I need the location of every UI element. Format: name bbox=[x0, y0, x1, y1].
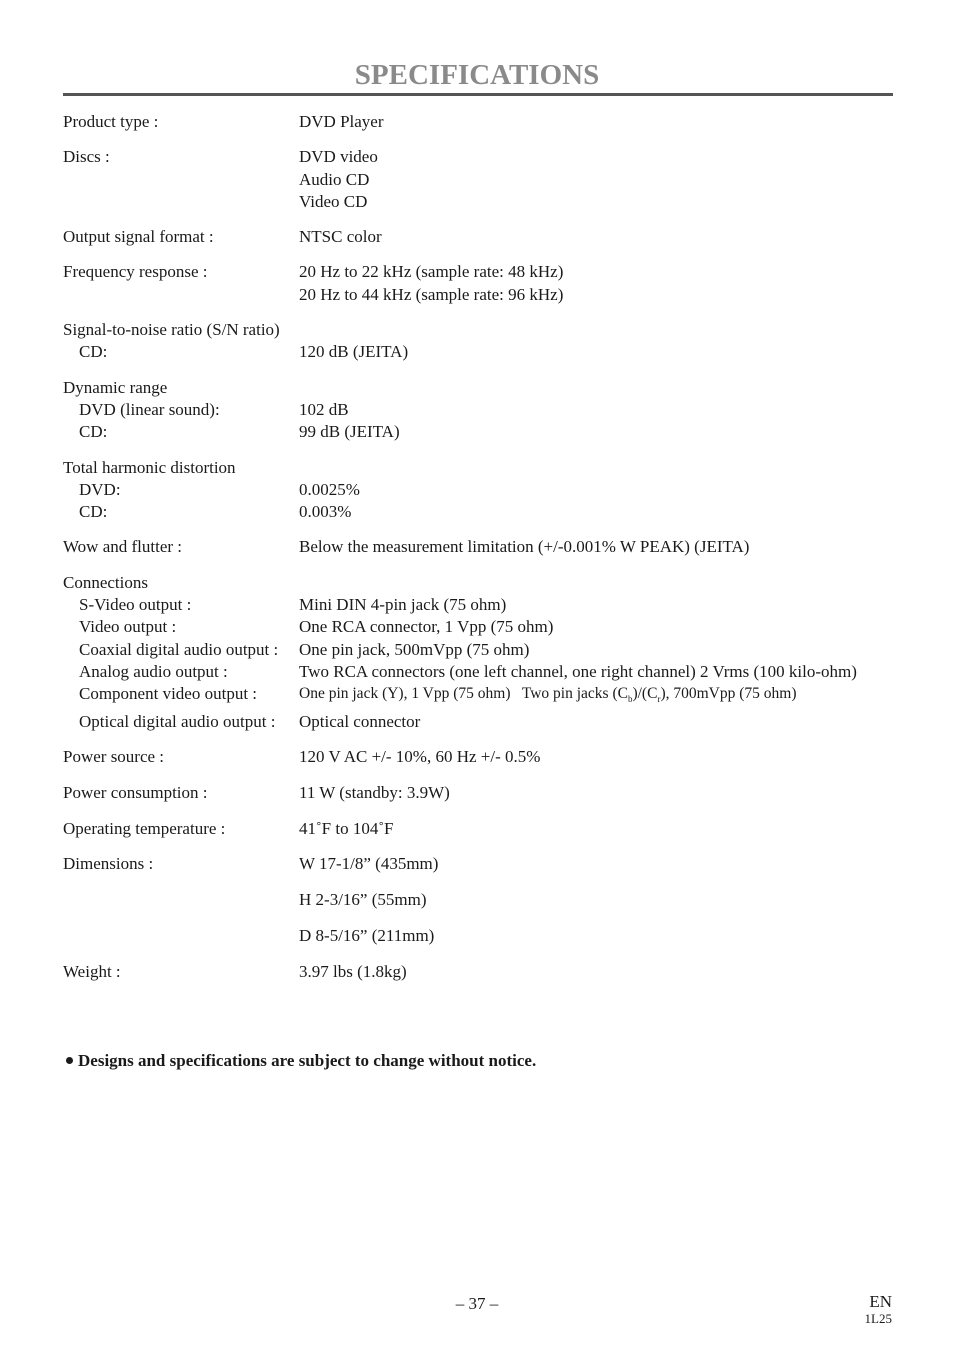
spec-value: DVD video bbox=[299, 147, 378, 167]
change-notice-text: Designs and specifications are subject to change without notice. bbox=[78, 1051, 537, 1070]
spec-value: NTSC color bbox=[299, 227, 382, 247]
spec-frequency-line bbox=[63, 284, 903, 306]
spec-power-source bbox=[63, 746, 903, 768]
language-code: EN bbox=[869, 1292, 892, 1311]
spec-label: Total harmonic distortion bbox=[63, 457, 236, 477]
spec-thd-cd bbox=[63, 501, 903, 523]
spec-discs-line bbox=[63, 191, 903, 213]
spec-label: Product type : bbox=[63, 112, 159, 131]
spec-label: Power source : bbox=[63, 746, 165, 766]
spec-value: 3.97 lbs (1.8kg) bbox=[299, 961, 407, 981]
spec-frequency bbox=[63, 261, 903, 283]
page-number: – 37 – bbox=[455, 1294, 499, 1313]
spec-sublabel: DVD (linear sound): bbox=[79, 399, 220, 419]
spec-label: Power consumption : bbox=[63, 782, 208, 802]
spec-dimensions bbox=[63, 853, 903, 875]
spec-value bbox=[299, 683, 796, 710]
spec-value: One pin jack, 500mVpp (75 ohm) bbox=[299, 639, 530, 659]
spec-sublabel: Video output : bbox=[79, 617, 177, 637]
spec-label: Connections bbox=[63, 572, 148, 592]
spec-value: 0.003% bbox=[299, 502, 352, 522]
spec-label: Operating temperature : bbox=[63, 818, 226, 838]
spec-dynamic-range-cd bbox=[63, 421, 903, 443]
spec-output-signal bbox=[63, 226, 903, 248]
spec-dynamic-range-dvd bbox=[63, 399, 903, 421]
spec-value: W 17-1/8” (435mm) bbox=[299, 854, 439, 874]
spec-weight bbox=[63, 961, 903, 983]
subscript-b: b bbox=[627, 694, 633, 705]
spec-connection-svideo bbox=[63, 594, 903, 616]
spec-thd-heading bbox=[63, 457, 903, 479]
spec-connection-coaxial bbox=[63, 639, 903, 661]
spec-discs bbox=[63, 146, 903, 168]
spec-value: Two RCA connectors (one left channel, one right channel) 2 Vrms (100 kilo-ohm) bbox=[299, 661, 857, 681]
spec-connections-heading bbox=[63, 572, 903, 594]
spec-value: D 8-5/16” (211mm) bbox=[299, 925, 435, 945]
spec-connection-optical bbox=[63, 711, 903, 733]
spec-label: Frequency response : bbox=[63, 262, 208, 282]
spec-label: Discs : bbox=[63, 147, 110, 167]
subscript-r: r bbox=[657, 694, 661, 705]
spec-connection-component-video bbox=[63, 683, 903, 710]
bullet-icon bbox=[66, 1057, 73, 1064]
spec-value: DVD Player bbox=[299, 112, 384, 131]
title-divider bbox=[63, 93, 893, 96]
spec-label: Output signal format : bbox=[63, 227, 214, 247]
component-value-a: One pin jack (Y), 1 Vpp (75 ohm) Two pin jacks (C bbox=[299, 685, 628, 703]
spec-label: Wow and flutter : bbox=[63, 537, 183, 557]
spec-dimensions-line bbox=[63, 925, 903, 947]
spec-label: Dynamic range bbox=[63, 377, 168, 397]
specifications-list bbox=[63, 111, 903, 983]
spec-discs-line bbox=[63, 169, 903, 191]
spec-thd-dvd bbox=[63, 479, 903, 501]
document-code: 1L25 bbox=[864, 1311, 892, 1326]
spec-label: Weight : bbox=[63, 961, 121, 981]
spec-dynamic-range-heading bbox=[63, 377, 903, 399]
spec-sublabel: Coaxial digital audio output : bbox=[79, 639, 279, 659]
spec-dimensions-line bbox=[63, 889, 903, 911]
page-title: SPECIFICATIONS bbox=[354, 59, 600, 91]
spec-operating-temperature bbox=[63, 818, 903, 840]
spec-value: Video CD bbox=[299, 191, 368, 211]
component-value-c: ), 700mVpp (75 ohm) bbox=[660, 685, 797, 703]
spec-value: Below the measurement limitation (+/-0.001% W PEAK) (JEITA) bbox=[299, 537, 750, 557]
spec-wow-flutter bbox=[63, 536, 903, 558]
spec-value: H 2-3/16” (55mm) bbox=[299, 890, 427, 910]
spec-sublabel: Optical digital audio output : bbox=[79, 711, 276, 731]
spec-label: Dimensions : bbox=[63, 854, 154, 874]
spec-sublabel: CD: bbox=[79, 422, 108, 442]
spec-product-type bbox=[63, 111, 903, 133]
spec-connection-video bbox=[63, 616, 903, 638]
spec-connection-analog-audio bbox=[63, 661, 903, 683]
spec-value: Optical connector bbox=[299, 711, 421, 731]
spec-power-consumption bbox=[63, 782, 903, 804]
spec-value: 41˚F to 104˚F bbox=[299, 818, 394, 838]
spec-snr-heading bbox=[63, 319, 903, 341]
spec-value: 0.0025% bbox=[299, 479, 360, 499]
spec-value: 99 dB (JEITA) bbox=[299, 422, 400, 442]
spec-label: Signal-to-noise ratio (S/N ratio) bbox=[63, 320, 280, 340]
component-value-b: )/(C bbox=[632, 685, 658, 703]
spec-value: 102 dB bbox=[299, 399, 349, 419]
spec-sublabel: Analog audio output : bbox=[79, 661, 228, 681]
spec-value: 11 W (standby: 3.9W) bbox=[299, 782, 450, 802]
spec-value: Mini DIN 4-pin jack (75 ohm) bbox=[299, 595, 507, 615]
spec-sublabel: DVD: bbox=[79, 479, 121, 499]
spec-sublabel: Component video output : bbox=[79, 684, 258, 704]
spec-value: 120 V AC +/- 10%, 60 Hz +/- 0.5% bbox=[299, 746, 541, 766]
spec-value: 20 Hz to 22 kHz (sample rate: 48 kHz) bbox=[299, 262, 564, 282]
spec-value: One RCA connector, 1 Vpp (75 ohm) bbox=[299, 617, 554, 637]
spec-value: Audio CD bbox=[299, 169, 370, 189]
spec-snr-cd bbox=[63, 341, 903, 363]
spec-sublabel: CD: bbox=[79, 502, 108, 522]
spec-value: 120 dB (JEITA) bbox=[299, 342, 409, 362]
spec-value: 20 Hz to 44 kHz (sample rate: 96 kHz) bbox=[299, 284, 564, 304]
spec-sublabel: CD: bbox=[79, 342, 108, 362]
spec-sublabel: S-Video output : bbox=[79, 595, 192, 615]
change-notice bbox=[66, 1051, 536, 1071]
